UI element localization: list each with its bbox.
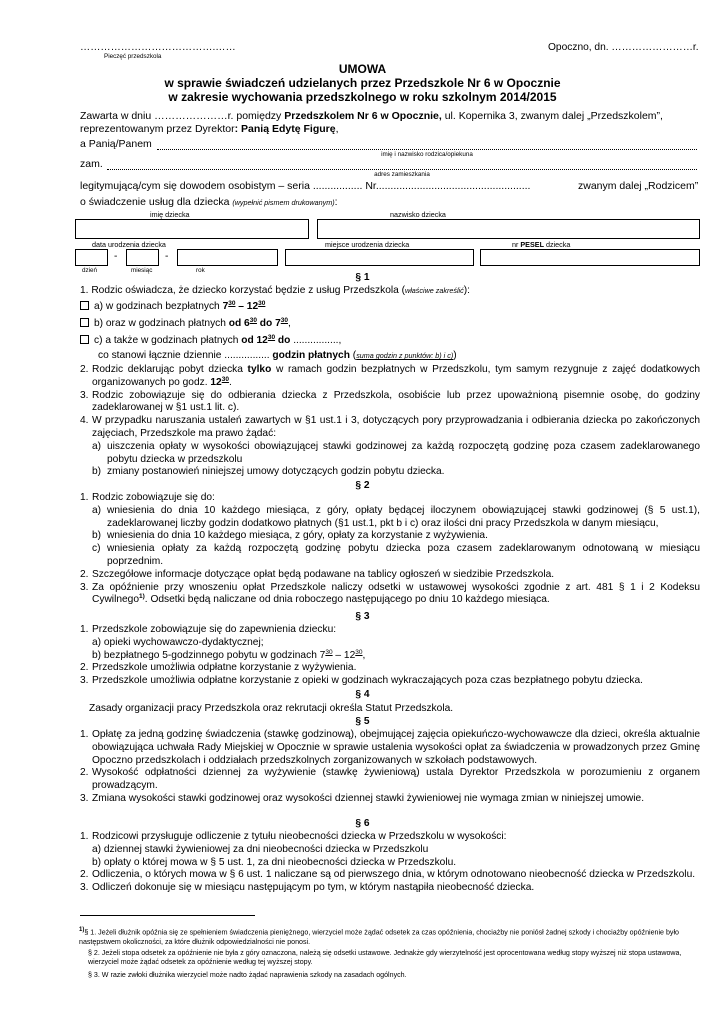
nazwisko-label: nazwisko dziecka xyxy=(390,210,446,219)
rodzic-label: zwanym dalej „Rodzicem” xyxy=(578,180,699,192)
s2-body xyxy=(80,492,700,607)
s1-p4: 4. W przypadku naruszania ustaleń zawartych w §1 ust.1 i 3, dotyczących pory przyprowadzania i odbierania dziecka po zakończonych zajęciach, Przedszkole ma prawo żądać: xyxy=(80,415,700,439)
date-dash-2: - xyxy=(165,251,169,262)
miejsce-ur-label: miejsce urodzenia dziecka xyxy=(325,240,410,249)
s2-b: b) wniesienia do dnia 10 każdego miesiąca, z góry, opłaty za korzystanie z wyżywienia. xyxy=(92,530,488,542)
id-line: legitymującą/cym się dowodem osobistym – seria ................. Nr..................................................... xyxy=(80,180,531,192)
title-line3: w zakresie wychowania przedszkolnego w roku szkolnym 2014/2015 xyxy=(168,90,557,104)
footnote-2: § 2. Jeżeli stopa odsetek za opóźnienie nie była z góry oznaczona, należą się odsetki ustawowe. Jednakże gdy wierzytelność jest oprocentowana według stopy wyższej niż stopa ustawowa, wierzyciel może żądać odsetek za opóźnienie według tej wyższej stopy. xyxy=(88,949,682,967)
s6-p3: 3. Odliczeń dokonuje się w miesiącu następującym po tym, w którym nastąpiła nieobecność dziecka. xyxy=(80,882,535,894)
option-c[interactable]: c) a także w godzinach płatnych od $12^{30}$ do ................, xyxy=(80,335,341,348)
s2-c: c) wniesienia opłaty za każdą rozpoczętą godzinę pobytu dziecka poza czasem zadeklarowanym odnotowaną w miesiącu poprzednim. xyxy=(92,543,700,567)
place-date: Opoczno, dn. ……………………r. xyxy=(548,42,699,53)
seal-dots: ………………………………….…… xyxy=(80,42,236,53)
s6-body xyxy=(80,831,700,895)
s4-text: Zasady organizacji pracy Przedszkola oraz rekrutacji określa Statut Przedszkola. xyxy=(89,703,454,714)
dzien-label: dzień xyxy=(82,267,98,274)
s3-b: b) bezpłatnego 5-godzinnego pobytu w godzinach $7^{30} - 12^{30}$, xyxy=(92,648,366,661)
option-b[interactable]: b) oraz w godzinach płatnych od $6^{30}$ do $7^{30}$, xyxy=(80,318,291,331)
footnote-rule xyxy=(80,915,255,916)
s2-p2: 2. Szczegółowe informacje dotyczące opłat będą podawane na tablicy ogłoszeń w siedzibie Przedszkola. xyxy=(80,568,555,580)
birth-place-field[interactable] xyxy=(285,249,474,266)
title-line2: w sprawie świadczeń udzielanych przez Przedszkole Nr 6 w Opocznie xyxy=(164,76,561,90)
footnote-3: § 3. W razie zwłoki dłużnika wierzyciel może nadto żądać naprawienia szkody na zasadach ogólnych. xyxy=(88,971,407,979)
title-umowa: UMOWA xyxy=(338,62,387,76)
last-name-field[interactable] xyxy=(317,219,700,239)
s2-p3: 3. Za opóźnienie przy wnoszeniu opłat Przedszkole naliczy odsetki w ustawowej wysokości zgodnie z art. 481 § 1 i 2 Kodeksu Cywilnego$^{1)}$. Odsetki będą naliczane od dnia roboczego następującego po dniu 10 każdego miesiąca. xyxy=(80,581,700,606)
s5-body xyxy=(80,729,700,806)
s4-heading: § 4 xyxy=(355,689,370,700)
s5-p2: 2. Wysokość odpłatności dziennej za wyżywienie (stawkę żywieniową) ustala Dyrektor Przedszkola w porozumieniu z organem prowadzącym. xyxy=(80,767,700,792)
s3-p1: 1. Przedszkole zobowiązuje się do zapewnienia dziecku: xyxy=(80,624,337,635)
s1-body xyxy=(80,364,700,479)
address-hint: adres zamieszkania xyxy=(374,171,430,178)
first-name-field[interactable] xyxy=(75,219,309,239)
intro-line1: Zawarta w dniu …………………r. pomiędzy Przedszkolem Nr 6 w Opocznie, ul. Kopernika 3, zwanym dalej „Przedszkolem”, xyxy=(80,110,663,122)
s1-p1: 1. Rodzic oświadcza, że dziecko korzystać będzie z usług Przedszkola (właściwe zakreślić): xyxy=(80,285,470,296)
s1-heading: § 1 xyxy=(355,272,370,283)
services-line: o świadczenie usług dla dziecka (wypełnić pismem drukowanym): xyxy=(80,196,338,208)
panem-hint: imię i nazwisko rodzica/opiekuna xyxy=(381,151,473,158)
s3-a: a) opieki wychowawczo-dydaktycznej; xyxy=(92,636,264,648)
zam-label: zam. xyxy=(80,158,103,170)
checkbox-b[interactable] xyxy=(80,318,89,327)
paid-hours-sum: co stanowi łącznie dziennie ................ godzin płatnych (suma godzin z punktów: b) i c)) xyxy=(98,350,457,361)
s5-p1: 1. Opłatę za jedną godzinę świadczenia (stawkę godzinową), obejmującej zajęcia opiekuńczo-wychowawcze dla dzieci, określa aktualnie obowiązująca uchwała Rady Miejskiej w Opocznie w sprawie ustalenia wysokości opłat za świadczenia w prowadzonych przez Gminę Opoczno przedszkolach i oddziałach przedszkolnych zorganizowanych w szkołach podstawowych. xyxy=(80,729,700,766)
birth-year-field[interactable] xyxy=(177,249,278,266)
s3-p3: 3. Przedszkole umożliwia odpłatne korzystanie z opieki w godzinach wykraczających poza czas bezpłatnego pobytu dziecka. xyxy=(80,675,643,687)
checkbox-c[interactable] xyxy=(80,335,89,344)
pesel-field[interactable] xyxy=(480,249,700,266)
panem-line[interactable] xyxy=(157,149,697,150)
seal-label: Pieczęć przedszkola xyxy=(104,53,162,60)
data-ur-label: data urodzenia dziecka xyxy=(92,240,166,249)
birth-day-field[interactable] xyxy=(75,249,108,266)
s5-heading: § 5 xyxy=(355,716,370,727)
checkbox-a[interactable] xyxy=(80,301,89,310)
s6-b: b) opłaty o której mowa w § 5 ust. 1, za dni nieobecności dziecka w Przedszkolu. xyxy=(92,856,457,868)
s1-p4a: a) uiszczenia opłaty w wysokości obowiązującej stawki godzinowej za każdą rozpoczętą godzinę poza czasem zadeklarowanego pobytu dziecka w przedszkolu xyxy=(92,440,700,465)
s1-p4b: b) zmiany postanowień niniejszej umowy dotyczących godzin pobytu dziecka. xyxy=(92,466,445,478)
miesiac-label: miesiąc xyxy=(131,267,153,274)
pesel-label: nr PESEL dziecka xyxy=(512,240,571,249)
s6-p1: 1. Rodzicowi przysługuje odliczenie z tytułu nieobecności dziecka w Przedszkolu w wysokości: xyxy=(80,831,507,842)
intro-line2: reprezentowanym przez Dyrektor: Panią Edytę Figurę, xyxy=(80,123,339,135)
s6-a: a) dziennej stawki żywieniowej za dni nieobecności dziecka w Przedszkolu xyxy=(92,843,429,855)
panem-label: a Panią/Panem xyxy=(80,138,152,150)
birth-month-field[interactable] xyxy=(126,249,159,266)
option-a[interactable]: a) w godzinach bezpłatnych $7^{30} - 12^{30}$ xyxy=(80,301,265,314)
rok-label: rok xyxy=(196,267,205,274)
s6-p2: 2. Odliczenia, o których mowa w § 6 ust. 1 naliczane są od pierwszego dnia, w którym odnotowano nieobecność dziecka w Przedszkolu. xyxy=(80,869,696,881)
s6-heading: § 6 xyxy=(355,818,370,829)
s1-p2: 2. Rodzic deklarując pobyt dziecka tylko w ramach godzin bezpłatnych w Przedszkolu, tym samym rezygnuje z zajęć dodatkowych organizowanych po godz. $12^{30}$. xyxy=(80,364,700,388)
s3-body xyxy=(80,624,700,688)
address-line[interactable] xyxy=(107,169,697,170)
s5-p3: 3. Zmiana wysokości stawki godzinowej oraz wysokości dziennej stawki żywieniowej nie wymaga zmian w niniejszej umowie. xyxy=(80,792,645,804)
s2-a: a) wniesienia do dnia 10 każdego miesiąca, z góry, opłaty będącej iloczynem obowiązującej stawki godzinowej (§ 5 ust.1), zadeklarowanej liczby godzin dodatkowo płatnych (§1 ust.1, pkt b i c) oraz ilości dni pracy Przedszkola w danym miesiącu, xyxy=(92,504,700,529)
imie-label: imię dziecka xyxy=(150,210,190,219)
s3-heading: § 3 xyxy=(355,611,370,622)
s1-p3: 3. Rodzic zobowiązuje się do odbierania dziecka z Przedszkola, osobiście lub przez upoważnioną pisemnie osobę, do godziny zadeklarowanej w §1 ust.1 lit. c). xyxy=(80,389,700,414)
s2-heading: § 2 xyxy=(355,480,370,491)
date-dash-1: - xyxy=(114,251,118,262)
footnote-1: $^{1)}$§ 1. Jeżeli dłużnik opóźnia się ze spełnieniem świadczenia pieniężnego, wierzyciel może żądać odsetek za czas opóźnienia, chociażby nie poniósł żadnej szkody i chociażby opóźnienie było następstwem okoliczności, za które dłużnik odpowiedzialności nie ponosi. xyxy=(79,927,679,946)
s2-p1: 1. Rodzic zobowiązuje się do: xyxy=(80,492,215,503)
s3-p2: 2. Przedszkole umożliwia odpłatne korzystanie z wyżywienia. xyxy=(80,662,357,674)
